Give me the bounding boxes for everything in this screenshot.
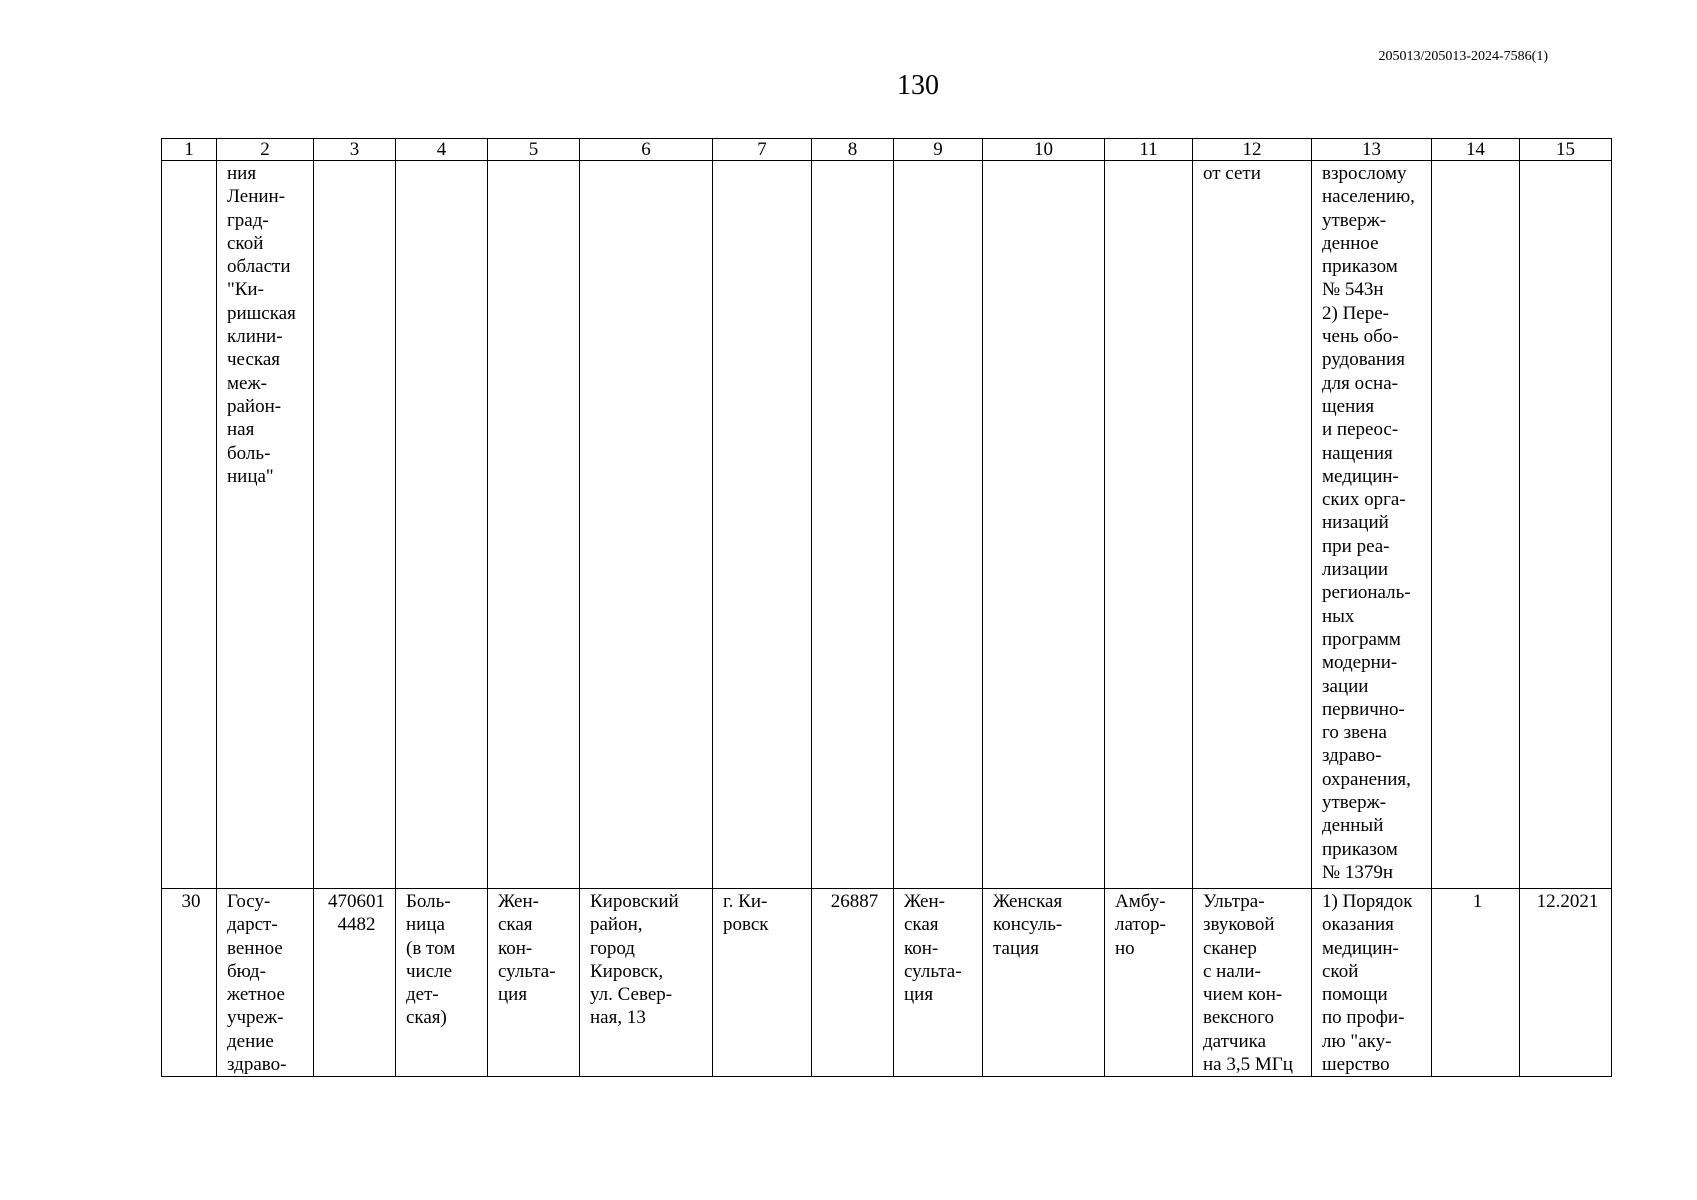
table-cell <box>1105 161 1193 889</box>
column-number: 1 <box>162 139 217 161</box>
table-cell: взрослому населению, утверж- денное приказом № 543н 2) Пере- чень обо- рудования для осна- щения и переос- нащения медицин- ских орга- низаций при реа- лизации региональ- ных программ модерни- зации первично- го звена здраво- охранения, утверж- денный приказом № 1379н <box>1312 161 1432 889</box>
table-cell: ния Ленин- град- ской области "Ки- ришская клини- ческая меж- район- ная боль- ница" <box>217 161 314 889</box>
table-cell: 470601 4482 <box>314 889 396 1077</box>
table-row <box>162 889 1612 1077</box>
column-number: 3 <box>314 139 396 161</box>
table-cell: Боль- ница (в том числе дет- ская) <box>396 889 488 1077</box>
table-cell <box>1432 161 1520 889</box>
data-table <box>161 138 1612 1077</box>
table-cell: Жен- ская кон- сульта- ция <box>894 889 983 1077</box>
table-cell: 1 <box>1432 889 1520 1077</box>
column-number: 9 <box>894 139 983 161</box>
table-cell: Амбу- латор- но <box>1105 889 1193 1077</box>
column-number: 13 <box>1312 139 1432 161</box>
table-cell <box>488 161 580 889</box>
table-cell: 12.2021 <box>1520 889 1612 1077</box>
table-cell: 26887 <box>812 889 894 1077</box>
table-cell <box>713 161 812 889</box>
table-cell <box>314 161 396 889</box>
table-cell <box>162 161 217 889</box>
column-number: 7 <box>713 139 812 161</box>
table-cell: от сети <box>1193 161 1312 889</box>
table-cell: Госу- дарст- венное бюд- жетное учреж- дение здраво- <box>217 889 314 1077</box>
table-cell <box>580 161 713 889</box>
column-number: 14 <box>1432 139 1520 161</box>
column-number: 2 <box>217 139 314 161</box>
table-cell <box>983 161 1105 889</box>
document-id: 205013/205013-2024-7586(1) <box>1378 49 1548 64</box>
table-cell <box>894 161 983 889</box>
column-number: 15 <box>1520 139 1612 161</box>
table-cell: Женская консуль- тация <box>983 889 1105 1077</box>
table-cell <box>396 161 488 889</box>
page-number: 130 <box>897 70 939 101</box>
column-number: 12 <box>1193 139 1312 161</box>
table-cell: г. Ки- ровск <box>713 889 812 1077</box>
table-cell: Кировский район, город Кировск, ул. Север- ная, 13 <box>580 889 713 1077</box>
table-cell: 1) Порядок оказания медицин- ской помощи по профи- лю "аку- шерство <box>1312 889 1432 1077</box>
column-number: 4 <box>396 139 488 161</box>
table-cell: Ультра- звуковой сканер с нали- чием кон- вексного датчика на 3,5 МГц <box>1193 889 1312 1077</box>
column-number-row <box>162 139 1612 161</box>
column-number: 8 <box>812 139 894 161</box>
table-cell <box>1520 161 1612 889</box>
column-number: 6 <box>580 139 713 161</box>
table-cell <box>812 161 894 889</box>
table-row <box>162 161 1612 889</box>
table-cell: 30 <box>162 889 217 1077</box>
table-cell: Жен- ская кон- сульта- ция <box>488 889 580 1077</box>
column-number: 11 <box>1105 139 1193 161</box>
column-number: 10 <box>983 139 1105 161</box>
column-number: 5 <box>488 139 580 161</box>
